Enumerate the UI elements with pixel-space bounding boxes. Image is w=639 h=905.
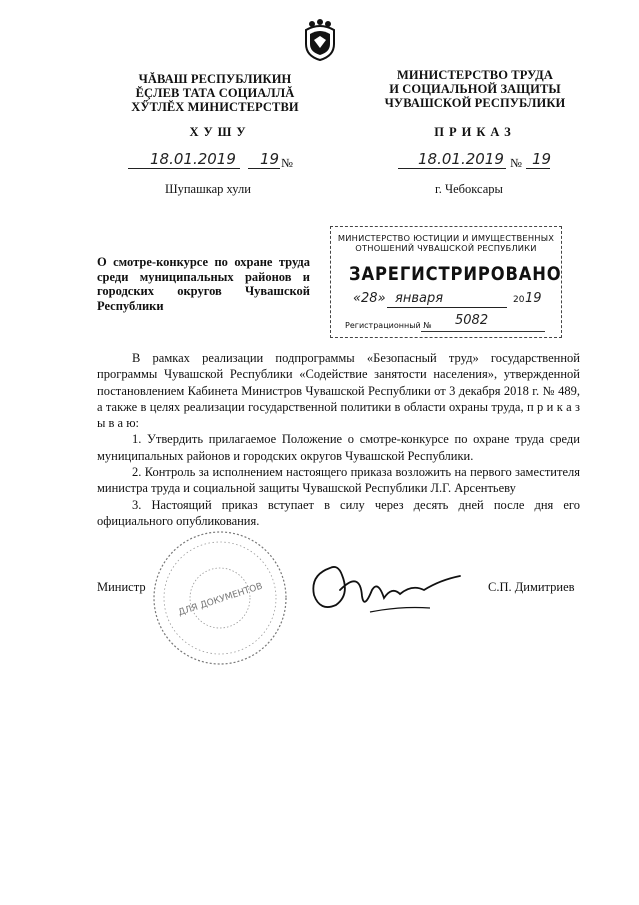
- right-date-underline: [398, 168, 506, 169]
- left-number-underline: [248, 168, 280, 169]
- document-title: О смотре-конкурсе по охране труда среди муниципальных районов и городских округов Чувашской Республики: [97, 255, 310, 313]
- order-word-chuvash: ХУШУ: [189, 125, 251, 139]
- signatory-name: С.П. Димитриев: [488, 580, 575, 594]
- body-paragraph: В рамках реализации подпрограммы «Безопасный труд» государственной программы Чувашской Республики «Содействие занятости населения», утвержденной постановлением Кабинета Министров Чувашской Республики от 3 декабря 2018 г. № 489, а также в целях реализации государственной политики в области охраны труда, п р и к а з ы в а ю:: [97, 351, 580, 431]
- left-city: Шупашкар хули: [165, 182, 251, 196]
- document-body: [97, 350, 580, 529]
- coat-of-arms-emblem: [302, 18, 338, 62]
- stamp-registered-text: ЗАРЕГИСТРИРОВАНО: [349, 263, 562, 285]
- right-number-underline: [526, 168, 550, 169]
- seal-text: ДЛЯ ДОКУМЕНТОВ: [177, 581, 264, 619]
- right-order-date: 18.01.2019: [418, 150, 504, 168]
- header-right-line: И СОЦИАЛЬНОЙ ЗАЩИТЫ: [389, 82, 561, 96]
- right-city: г. Чебоксары: [435, 182, 503, 196]
- left-date-underline: [128, 168, 240, 169]
- body-paragraph: 2. Контроль за исполнением настоящего приказа возложить на первого заместителя министра труда и социальной защиты Чувашской Республики Л.Г. Арсентьеву: [97, 465, 580, 496]
- body-paragraph: 1. Утвердить прилагаемое Положение о смотре-конкурсе по охране труда среди муниципальных районов и городских округов Чувашской Республики.: [97, 432, 580, 463]
- stamp-month-underline: [387, 307, 507, 308]
- header-right-russian: [370, 68, 580, 110]
- stamp-year-suffix: 19: [525, 291, 542, 306]
- order-word-russian: ПРИКАЗ: [434, 125, 516, 139]
- registration-stamp: [330, 226, 562, 338]
- header-left-line: ХӲТЛĔХ МИНИСТЕРСТВИ: [131, 100, 299, 114]
- left-order-number: 19: [260, 150, 280, 168]
- stamp-organization: [337, 233, 555, 253]
- stamp-org-line: ОТНОШЕНИЙ ЧУВАШСКОЙ РЕСПУБЛИКИ: [355, 243, 537, 253]
- stamp-reg-number: 5082: [455, 313, 489, 328]
- signature-position: Министр: [97, 580, 146, 594]
- handwritten-signature: [300, 550, 470, 630]
- body-paragraph: 3. Настоящий приказ вступает в силу через десять дней после дня его официального опубликования.: [97, 497, 580, 528]
- header-left-line: ĔÇЛЕВ ТАТА СОЦИАЛЛĂ: [135, 86, 295, 100]
- header-right-line: ЧУВАШСКОЙ РЕСПУБЛИКИ: [384, 96, 566, 110]
- left-order-date: 18.01.2019: [150, 150, 236, 168]
- left-number-sign: №: [281, 156, 293, 170]
- header-left-chuvash: [120, 72, 310, 114]
- stamp-month: января: [395, 291, 444, 306]
- right-number-sign: №: [510, 156, 522, 170]
- stamp-reg-label: Регистрационный №: [345, 321, 432, 330]
- stamp-reg-underline: [421, 331, 545, 332]
- stamp-date-row: [353, 293, 543, 307]
- right-order-number: 19: [532, 150, 552, 168]
- header-left-line: ЧĂВАШ РЕСПУБЛИКИН: [138, 72, 292, 86]
- official-seal-stamp: [150, 528, 290, 668]
- stamp-org-line: МИНИСТЕРСТВО ЮСТИЦИИ И ИМУЩЕСТВЕННЫХ: [337, 233, 555, 243]
- header-right-line: МИНИСТЕРСТВО ТРУДА: [396, 68, 553, 82]
- stamp-day: «28»: [353, 291, 386, 306]
- stamp-year-prefix: 20: [513, 295, 525, 305]
